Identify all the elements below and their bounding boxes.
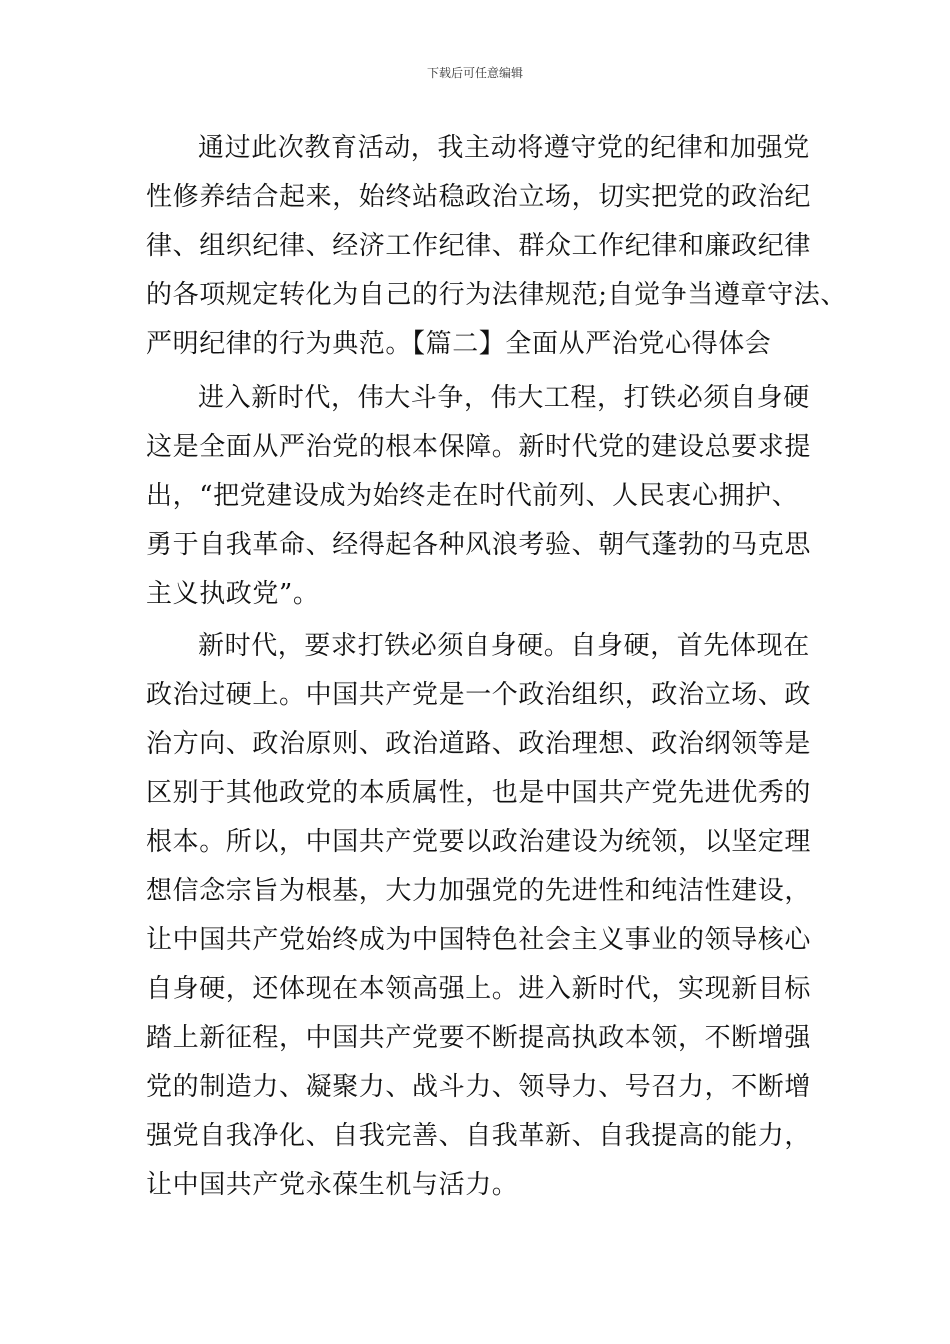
- text-line: 强党自我净化、自我完善、自我革新、自我提高的能力，: [146, 1121, 812, 1151]
- text-line: 的各项规定转化为自己的行为法律规范;自觉争当遵章守法、: [146, 280, 847, 310]
- text-line: 让中国共产党始终成为中国特色社会主义事业的领导核心: [146, 925, 812, 955]
- text-line: 想信念宗旨为根基，大力加强党的先进性和纯洁性建设，: [146, 876, 812, 906]
- text-line: 性修养结合起来，始终站稳政治立场，切实把党的政治纪: [146, 182, 812, 212]
- text-line: 勇于自我革命、经得起各种风浪考验、朝气蓬勃的马克思: [146, 530, 812, 560]
- text-line: 治方向、政治原则、政治道路、政治理想、政治纲领等是: [146, 729, 812, 759]
- text-line: 通过此次教育活动，我主动将遵守党的纪律和加强党: [198, 133, 810, 163]
- text-line: 主义执政党”。: [146, 579, 320, 609]
- text-line: 严明纪律的行为典范。【篇二】全面从严治党心得体会: [146, 329, 772, 359]
- text-line: 政治过硬上。中国共产党是一个政治组织，政治立场、政: [146, 680, 812, 710]
- text-line: 区别于其他政党的本质属性，也是中国共产党先进优秀的: [146, 778, 812, 808]
- text-line: 让中国共产党永葆生机与活力。: [146, 1170, 519, 1200]
- text-line: 自身硬，还体现在本领高强上。进入新时代，实现新目标: [146, 974, 812, 1004]
- text-line: 根本。所以，中国共产党要以政治建设为统领，以坚定理: [146, 827, 812, 857]
- text-line: 党的制造力、凝聚力、战斗力、领导力、号召力，不断增: [146, 1072, 812, 1102]
- text-line: 这是全面从严治党的根本保障。新时代党的建设总要求提: [146, 432, 812, 462]
- text-line: 律、组织纪律、经济工作纪律、群众工作纪律和廉政纪律: [146, 231, 812, 261]
- text-line: 新时代，要求打铁必须自身硬。自身硬，首先体现在: [198, 631, 810, 661]
- text-line: 踏上新征程，中国共产党要不断提高执政本领，不断增强: [146, 1023, 812, 1053]
- page-header: 下载后可任意编辑: [426, 66, 523, 80]
- text-line: 出，“把党建设成为始终走在时代前列、人民衷心拥护、: [146, 481, 799, 511]
- text-line: 进入新时代，伟大斗争，伟大工程，打铁必须自身硬: [198, 383, 810, 413]
